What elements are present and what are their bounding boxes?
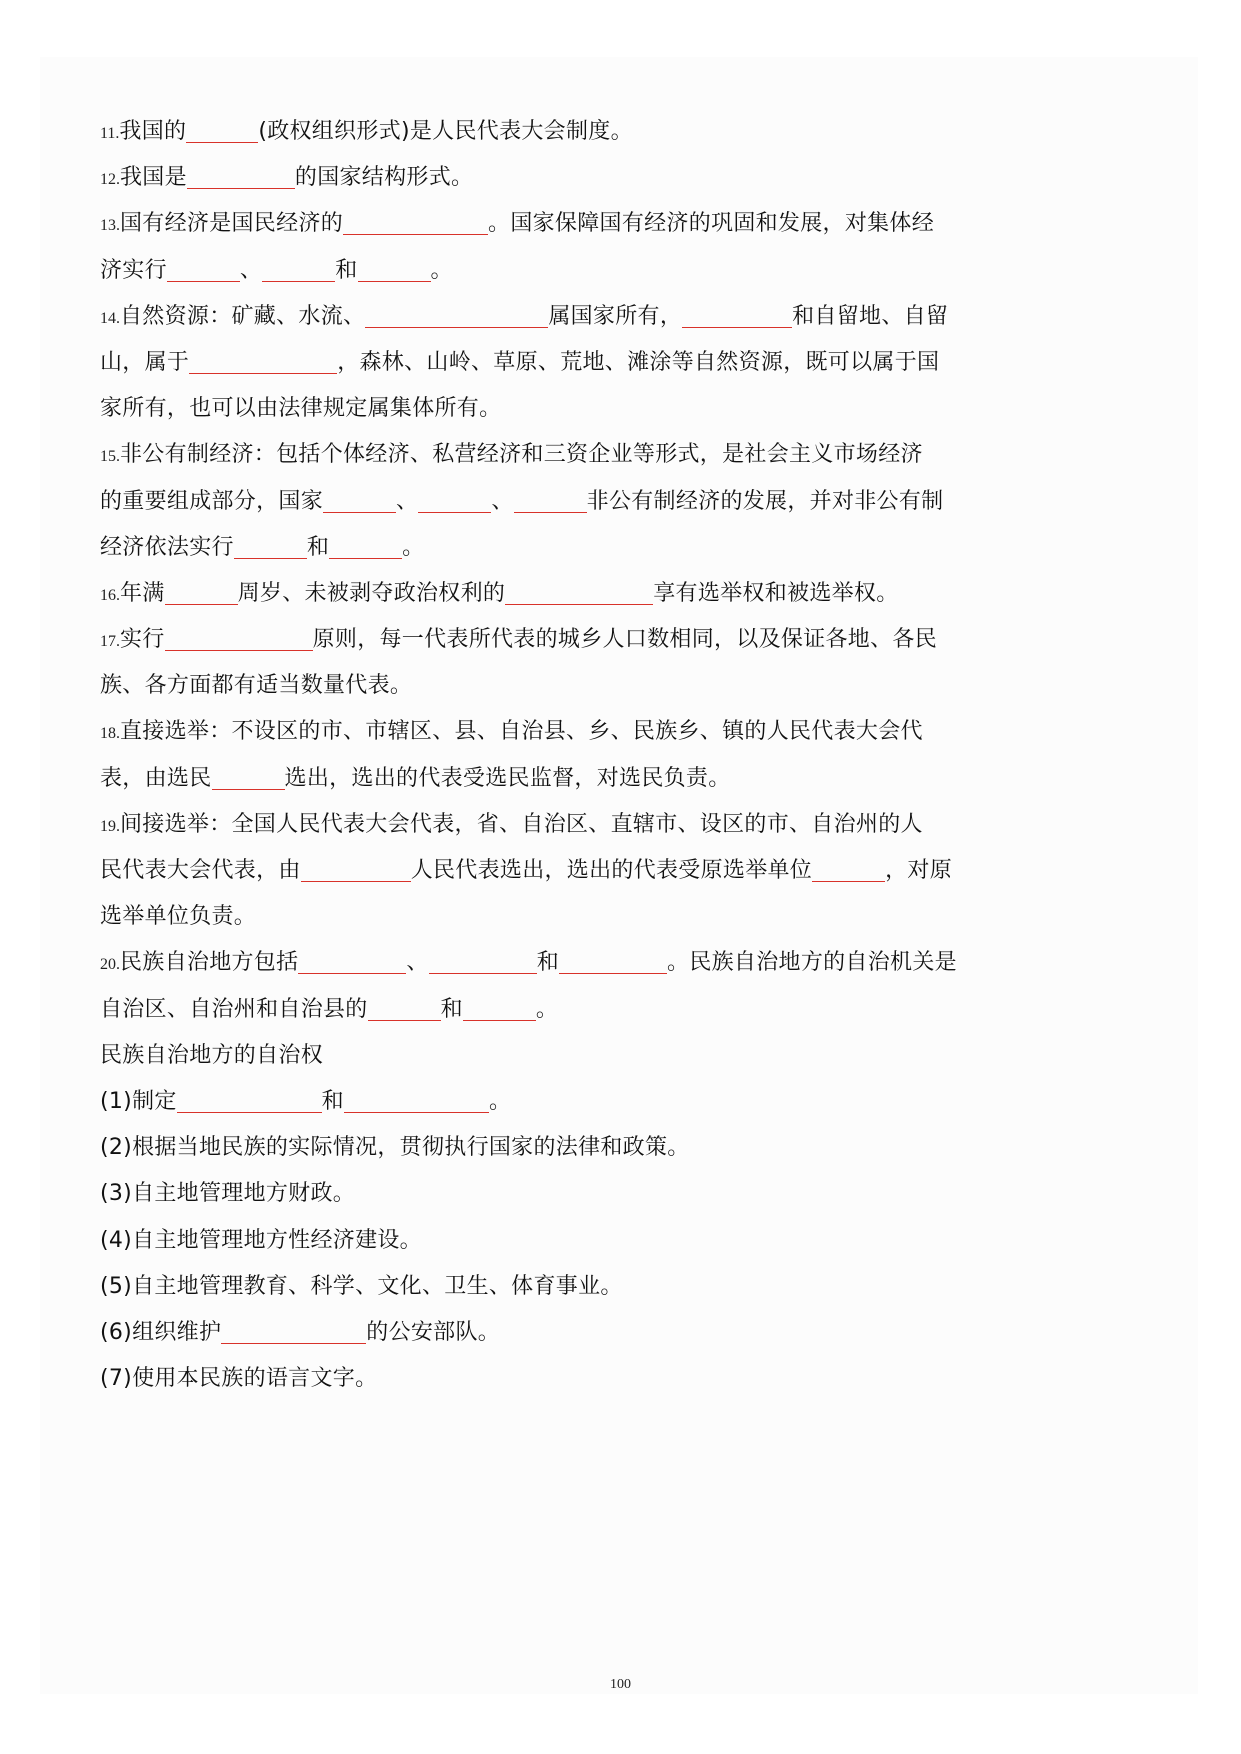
question-text: 年满: [120, 580, 165, 606]
worksheet-line: [100, 389, 1015, 435]
question-text: 和: [321, 1088, 344, 1114]
question-number: 12.: [100, 171, 120, 189]
question-text: 非公有制经济的发展，并对非公有制: [586, 488, 944, 514]
worksheet-line: [100, 990, 1015, 1036]
fill-in-blank[interactable]: [368, 996, 441, 1021]
question-text: 属国家所有，: [548, 303, 683, 329]
worksheet-line: [100, 297, 1015, 343]
question-text: 和: [440, 996, 463, 1022]
question-text: 和自留地、自留: [792, 303, 949, 329]
worksheet-line: [100, 759, 1015, 805]
worksheet-line: [100, 343, 1015, 389]
worksheet-line: [100, 204, 1015, 250]
question-number: 16.: [100, 586, 120, 604]
question-text: 我国的: [119, 119, 187, 144]
worksheet-line: [100, 805, 1015, 851]
question-text: 我国是: [120, 165, 187, 191]
question-text: 、: [396, 488, 419, 514]
fill-in-blank[interactable]: [234, 534, 307, 559]
question-text: 山，属于: [100, 349, 190, 375]
fill-in-blank[interactable]: [343, 210, 488, 235]
fill-in-blank[interactable]: [559, 949, 667, 974]
worksheet-line: [100, 666, 1015, 712]
question-text: 的国家结构形式。: [294, 165, 474, 191]
question-text: (3)自主地管理地方财政。: [100, 1181, 356, 1207]
fill-in-blank[interactable]: [344, 1088, 489, 1113]
fill-in-blank[interactable]: [262, 257, 335, 282]
question-text: (2)根据当地民族的实际情况，贯彻执行国家的法律和政策。: [100, 1135, 690, 1161]
question-number: 13.: [100, 217, 120, 235]
fill-in-blank[interactable]: [165, 626, 313, 651]
fill-in-blank[interactable]: [514, 488, 587, 513]
question-text: 实行: [120, 627, 165, 653]
worksheet-line: [100, 1082, 1015, 1128]
question-text: (1)制定: [100, 1088, 177, 1114]
question-text: 民族自治地方的自治权: [100, 1042, 324, 1068]
worksheet-line: [100, 1313, 1015, 1359]
worksheet-line: [100, 1036, 1015, 1082]
question-text: 民代表大会代表，由: [100, 858, 301, 883]
question-text: 周岁、未被剥夺政治权利的: [237, 580, 506, 606]
fill-in-blank[interactable]: [298, 949, 406, 974]
question-number: 11.: [100, 125, 120, 142]
page-number: 100: [610, 1677, 631, 1692]
fill-in-blank[interactable]: [505, 580, 653, 605]
question-text: ，对原: [885, 858, 953, 883]
question-text: 。民族自治地方的自治机关是: [667, 950, 957, 976]
fill-in-blank[interactable]: [418, 488, 491, 513]
question-text: (6)组织维护: [100, 1319, 222, 1345]
question-number: 15.: [100, 448, 120, 466]
worksheet-line: [100, 435, 1015, 481]
fill-in-blank[interactable]: [301, 857, 411, 882]
question-text: 的公安部队。: [366, 1319, 501, 1345]
worksheet-line: [100, 1221, 1015, 1267]
worksheet-body: [100, 112, 1015, 1405]
question-text: (政权组织形式)是人民代表大会制度。: [258, 119, 633, 144]
fill-in-blank[interactable]: [323, 488, 396, 513]
question-text: 族、各方面都有适当数量代表。: [100, 673, 413, 699]
worksheet-line: [100, 528, 1015, 574]
question-text: 。: [535, 996, 559, 1022]
worksheet-line: [100, 943, 1015, 989]
question-number: 18.: [100, 725, 120, 743]
fill-in-blank[interactable]: [329, 534, 402, 559]
question-text: 的重要组成部分，国家: [100, 488, 324, 514]
question-text: (7)使用本民族的语言文字。: [100, 1366, 378, 1392]
question-text: 非公有制经济：包括个体经济、私营经济和三资企业等形式，是社会主义市场经济: [120, 442, 923, 468]
question-number: 19.: [100, 817, 120, 835]
question-text: 和: [306, 534, 330, 560]
question-text: 。国家保障国有经济的巩固和发展，对集体经: [488, 211, 935, 237]
question-text: 原则，每一代表所代表的城乡人口数相同，以及保证各地、各民: [312, 627, 938, 653]
question-text: 自然资源：矿藏、水流、: [120, 303, 366, 329]
question-text: 直接选举：不设区的市、市辖区、县、自治县、乡、民族乡、镇的人民代表大会代: [120, 719, 923, 745]
worksheet-line: [100, 158, 1015, 204]
worksheet-line: [100, 112, 1015, 158]
question-text: 经济依法实行: [100, 534, 234, 560]
fill-in-blank[interactable]: [463, 996, 536, 1021]
question-text: 人民代表选出，选出的代表受原选举单位: [410, 858, 813, 883]
question-text: 。: [488, 1088, 512, 1114]
question-text: 和: [536, 950, 560, 976]
worksheet-line: [100, 851, 1015, 897]
fill-in-blank[interactable]: [187, 164, 295, 189]
worksheet-line: [100, 482, 1015, 528]
question-text: 、: [239, 257, 263, 283]
fill-in-blank[interactable]: [682, 303, 792, 328]
question-text: (5)自主地管理教育、科学、文化、卫生、体育事业。: [100, 1273, 623, 1299]
fill-in-blank[interactable]: [189, 349, 337, 374]
question-text: 表，由选民: [100, 765, 212, 791]
question-text: 选举单位负责。: [100, 904, 257, 930]
fill-in-blank[interactable]: [358, 257, 431, 282]
fill-in-blank[interactable]: [221, 1319, 366, 1344]
question-text: 民族自治地方包括: [120, 950, 299, 976]
fill-in-blank[interactable]: [167, 257, 240, 282]
worksheet-line: [100, 1174, 1015, 1220]
question-text: 享有选举权和被选举权。: [653, 580, 899, 606]
question-text: 和: [335, 257, 358, 283]
fill-in-blank[interactable]: [812, 857, 885, 882]
question-number: 20.: [100, 956, 120, 974]
fill-in-blank[interactable]: [165, 580, 238, 605]
worksheet-line: [100, 712, 1015, 758]
question-number: 17.: [100, 633, 120, 651]
worksheet-line: [100, 620, 1015, 666]
worksheet-line: [100, 1128, 1015, 1174]
question-text: 国有经济是国民经济的: [120, 211, 344, 237]
question-text: 选出，选出的代表受选民监督，对选民负责。: [284, 765, 731, 791]
worksheet-line: [100, 1359, 1015, 1405]
worksheet-line: [100, 574, 1015, 620]
fill-in-blank[interactable]: [186, 118, 258, 143]
question-text: 间接选举：全国人民代表大会代表，省、自治区、直辖市、设区的市、自治州的人: [120, 811, 923, 837]
worksheet-line: [100, 251, 1015, 297]
fill-in-blank[interactable]: [365, 303, 548, 328]
question-text: 自治区、自治州和自治县的: [100, 996, 368, 1022]
fill-in-blank[interactable]: [429, 949, 537, 974]
question-number: 14.: [100, 309, 120, 327]
fill-in-blank[interactable]: [177, 1088, 322, 1113]
fill-in-blank[interactable]: [212, 765, 285, 790]
question-text: ，森林、山岭、草原、荒地、滩涂等自然资源，既可以属于国: [337, 349, 940, 375]
worksheet-line: [100, 1267, 1015, 1313]
worksheet-line: [100, 897, 1015, 943]
question-text: 。: [402, 534, 425, 560]
question-text: 。: [430, 257, 453, 283]
question-text: 、: [491, 488, 514, 514]
question-text: 家所有，也可以由法律规定属集体所有。: [100, 396, 502, 422]
question-text: 、: [406, 950, 429, 976]
question-text: (4)自主地管理地方性经济建设。: [100, 1227, 422, 1253]
question-text: 济实行: [100, 257, 167, 283]
